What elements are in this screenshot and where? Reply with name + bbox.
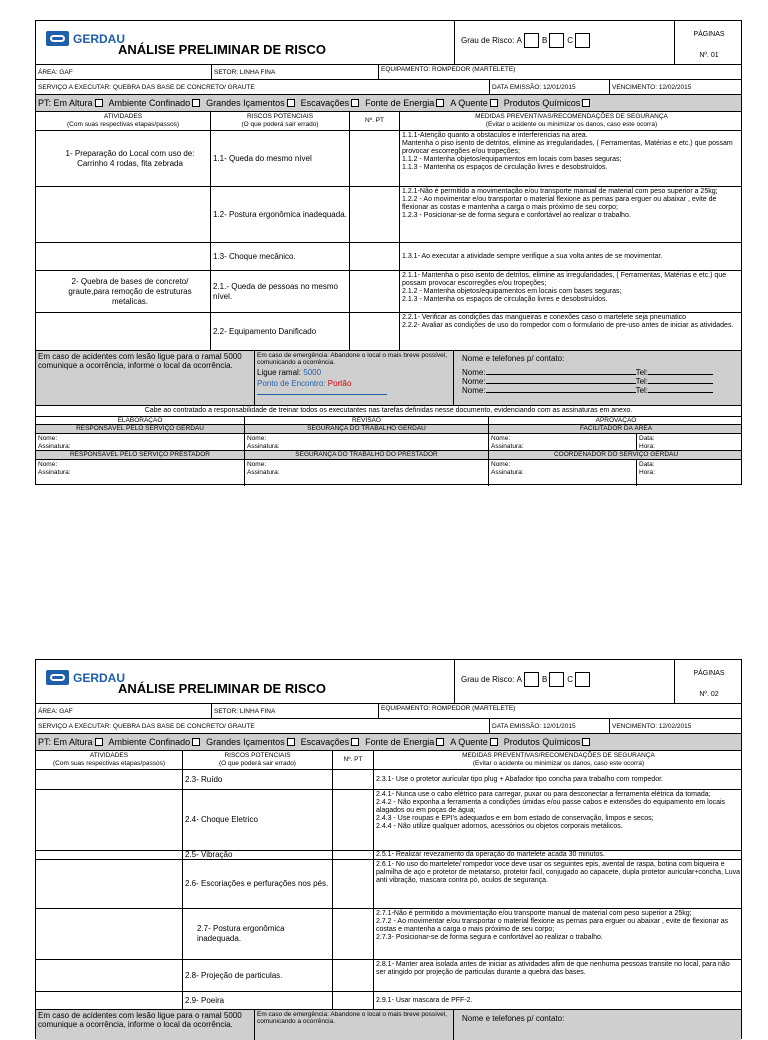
emergency-block: Em caso de acidentes com lesão ligue para o ramal 5000 comunique a ocorrência, informe o local da ocorrência. Em caso de emergência: Abandone o local o mais breve possível, comunicando a ocorrência. Nome e telefones p/ contato: [36, 1010, 741, 1040]
gerdau-logo: GERDAU [46, 670, 125, 685]
pt-altura-checkbox[interactable] [95, 99, 103, 107]
apr-page-2 [35, 659, 742, 1039]
vencimento: VENCIMENTO: 12/02/2015 [612, 722, 692, 730]
page-title: ANÁLISE PRELIMINAR DE RISCO [118, 681, 327, 696]
pt-row: PT: Em Altura Ambiente Confinado Grandes Içamentos Escavações Fonte de Energia A Quente Produtos Químicos [36, 95, 741, 112]
risk-a-checkbox[interactable] [524, 33, 539, 48]
risk-b-checkbox[interactable] [549, 33, 564, 48]
column-headers: ATIVIDADES (Com suas respectivas etapas/passos) RISCOS POTENCIAIS (O que poderá sair errado) Nº. PT MEDIDAS PREVENTIVAS/RECOMENDAÇÕES DE SEGURANÇA (Evitar o acidente ou minimizar os danos, caso este ocorra) [36, 112, 741, 131]
form-header [36, 660, 741, 704]
table-row: 2.2- Equipamento Danificado 2.2.1- Verificar as condições das mangueiras e conexões caso o martelete seja pneumatico 2.2.2- Avaliar as condições de uso do rompedor com o formulario de pre-uso antes de iniciar as atividades. [36, 313, 741, 351]
ponto-encontro: Portão [327, 379, 352, 388]
contato-line: Nome: Tel: [462, 368, 735, 377]
servico-field: SERVIÇO A EXECUTAR: QUEBRA DAS BASE DE CONCRETO/ GRAUTE [36, 719, 490, 733]
setor-field: SETOR: LINHA FINA [212, 704, 379, 718]
pt-quimicos-checkbox[interactable] [582, 738, 590, 746]
page-number: Nº. 01 [699, 52, 719, 59]
pages-label: PÁGINAS [693, 670, 725, 677]
contato-line: Nome: Tel: [462, 386, 735, 395]
table-row: 2.5- Vibração 2.5.1- Realizar revezamento da operação do martelete acada 30 minutos. [36, 851, 741, 860]
acidente-info: Em caso de acidentes com lesão ligue para o ramal 5000 comunique a ocorrência, informe o local da ocorrência. [36, 351, 255, 405]
pages-label: PÁGINAS [693, 31, 725, 38]
data-emissao: DATA EMISSÃO: 12/01/2015 [490, 80, 610, 94]
pt-row: PT: Em Altura Ambiente Confinado Grandes Içamentos Escavações Fonte de Energia A Quente Produtos Químicos [36, 734, 741, 751]
pt-escavacoes-checkbox[interactable] [351, 738, 359, 746]
pt-altura-checkbox[interactable] [95, 738, 103, 746]
area-field: ÁREA: GAF [36, 704, 212, 718]
pt-confinado-checkbox[interactable] [192, 738, 200, 746]
risk-c-checkbox[interactable] [575, 33, 590, 48]
table-row: 2- Quebra de bases de concreto/ graute,para remoção de estruturas metalicas. 2.1.- Queda de pessoas no mesmo nível. 2.1.1- Mantenha o piso isento de detritos, elimine as irregularidades, ( Ferramentas, Matérias e etc.) que possam provocar escorregões e/ou tropeções; 2.1.2 - Mantenha objetos/equipamentos em locais com bases seguras; 2.1.3 - Mantenha os espaços de circulação livres e desobstruídos. [36, 271, 741, 313]
risk-b-checkbox[interactable] [549, 672, 564, 687]
table-row: 1.2- Postura ergonômica inadequada. 1.2.1-Não é permitido a movimentação e/ou transporte manual de material com peso superior a 25kg; 1.2.2 - Ao movimentar e/ou transportar o material flexione as pernas para erguer ou abaixar , evite de flexionar as costas e mantenha a carga o mais próximo de seu corpo; 1.2.3 - Posicionar-se de forma segura e confortável ao realizar o trabalho. [36, 187, 741, 243]
risk-c-checkbox[interactable] [575, 672, 590, 687]
column-headers: ATIVIDADES (Com suas respectivas etapas/passos) RISCOS POTENCIAIS (O que poderá sair errado) Nº. PT MEDIDAS PREVENTIVAS/RECOMENDAÇÕES DE SEGURANÇA (Evitar o acidente ou minimizar os danos, caso este ocorra) [36, 751, 741, 770]
table-row: 2.9- Poeira 2.9.1- Usar mascara de PFF-2. [36, 992, 741, 1010]
vencimento: VENCIMENTO: 12/02/2015 [612, 83, 692, 91]
pt-quente-checkbox[interactable] [490, 99, 498, 107]
signature-row: Nome: Assinatura: Nome: Assinatura: Nome: Assinatura: Data: Hora: [36, 434, 741, 451]
table-row: 1.3- Choque mecânico. 1.3.1- Ao executar a atividade sempre verifique a sua volta antes de se movimentar. [36, 243, 741, 271]
ramal-number: 5000 [303, 368, 322, 377]
equipamento-field: EQUIPAMENTO: ROMPEDOR (MARTELETE) [381, 66, 516, 73]
gerdau-logo-icon [46, 31, 69, 46]
risk-grade: Grau de Risco: A B C [461, 672, 593, 687]
responsabilidade-note: Cabe ao contratado a responsabilidade de treinar todos os executantes nas tarefas definidas nesse documento, evidenciando com as assinaturas em anexo. [36, 406, 741, 417]
pt-icamentos-checkbox[interactable] [287, 738, 295, 746]
risk-grade: Grau de Risco: A B C [461, 33, 593, 48]
gerdau-logo-icon [46, 670, 69, 685]
table-row: 2.3- Ruído 2.3.1- Use o protetor auricular tipo plug + Abafador tipo concha para trabalho com rompedor. [36, 770, 741, 790]
data-emissao: DATA EMISSÃO: 12/01/2015 [490, 719, 610, 733]
risk-a-checkbox[interactable] [524, 672, 539, 687]
table-row: 1- Preparação do Local com uso de: Carrinho 4 rodas, fita zebrada 1.1- Queda do mesmo nível 1.1.1-Atenção quanto a obstaculos e interferencias na area. Mantenha o piso isento de detritos, elimine as irregularidades, ( Ferramentas, Matérias e etc.) que possam provocar escorregões e/ou tropeções; 1.1.2 - Mantenha objetos/equipamentos em locais com bases seguras; 1.1.3 - Mantenha os espaços de circulação livres e desobstruídos. [36, 131, 741, 187]
equipamento-field: EQUIPAMENTO: ROMPEDOR (MARTELETE) [381, 705, 516, 712]
emergency-block: Em caso de acidentes com lesão ligue para o ramal 5000 comunique a ocorrência, informe o local da ocorrência. Em caso de emergência: Abandone o local o mais breve possível, comunicando a ocorrência. Ligue ramal: 5000 Ponto de Encontro: Portão Nome e telefones p/ contato: Nome: Tel: Nome: Tel: Nome: Tel: [36, 351, 741, 406]
page-title: ANÁLISE PRELIMINAR DE RISCO [118, 42, 327, 57]
apr-page-1: GERDAU ANÁLISE PRELIMINAR DE RISCO Grau de Risco: A B C PÁGINAS Nº. 01 ÁREA: GAF SETOR: LINHA FINA EQUIPAMENTO: ROMPEDOR (MARTELETE) SERVIÇO A EXECUTAR: QUEBRA DAS BASE DE CONCRETO/ GRAUTE DATA EMISSÃO: 12/01/2015 VENCIMENTO: 12/02/2015 PT: Em Altura Ambiente Confinado Grandes Içamentos Escavações Fonte de Energia A Quente Produtos Químicos ATIVIDADES (Com suas respectivas etapas/passos) RISCOS POTENCIAIS (O que poderá sair errado) Nº. PT MEDIDAS PREVENTIVAS/RECOMENDAÇÕES DE SEGURANÇA (Evitar o acidente ou minimizar os danos, caso este ocorra) 1- Preparação do Local com uso de: Carrinho 4 rodas, fita zebrada 1.1- Queda do mesmo nível 1.1.1-Atenção quanto a obstaculos e interferencias na area. Mantenha o piso isento de detritos, elimine as irregularidades, ( Ferramentas, Matérias e etc.) que possam provocar escorregões e/ou tropeções; 1.1.2 - Mantenha objetos/equipamentos em locais com bases seguras; 1.1.3 - Mantenha os espaços de circulação livres e desobstruídos. 1.2- Postura ergonômica inadequada. 1.2.1-Não é permitido a movimentação e/ou transporte manual de material com peso superior a 25kg; 1.2.2 - Ao movimentar e/ou transportar o material flexione as pernas para erguer ou abaixar , evite de flexionar as costas e mantenha a carga o mais próximo de seu corpo; 1.2.3 - Posicionar-se de forma segura e confortável ao realizar o trabalho. 1.3- Choque mecânico. 1.3.1- Ao executar a atividade sempre verifique a sua volta antes de se movimentar. 2- Quebra de bases de concreto/ graute,para remoção de estruturas metalicas. 2.1.- Queda de pessoas no mesmo nível. 2.1.1- Mantenha o piso isento de detritos, elimine as irregularidades, ( Ferramentas, Matérias e etc.) que possam provocar escorregões e/ou tropeções; 2.1.2 - Mantenha objetos/equipamentos em locais com bases seguras; 2.1.3 - Mantenha os espaços de circulação livres e desobstruídos. 2.2- Equipamento Danificado 2.2.1- Verificar as condições das mangueiras e conexões caso o martelete seja pneumatico 2.2.2- Avaliar as condições de uso do rompedor com o formulario de pre-uso antes de iniciar as atividades. Em caso de acidentes com lesão ligue para o ramal 5000 comunique a ocorrência, informe o local da ocorrência. Em caso de emergência: Abandone o local o mais breve possível, comunicando a ocorrência. Ligue ramal: 5000 Ponto de Encontro: Portão Nome e telefones p/ contato: Nome: Tel: Nome: Tel: Nome: Tel: Cabe ao contratado a responsabilidade de treinar todos os executantes nas tarefas definidas nesse documento, evidenciando com as assinaturas em anexo. ELABORAÇÃO REVISÃO APROVAÇÃO RESPONSÁVEL PELO SERVIÇO GERDAU SEGURANÇA DO TRABALHO GERDAU FACILITADOR DA ÁREA Nome: Assinatura: Nome: Assinatura: Nome: Assinatura: Data: Hora: RESPONSÁVEL PELO SERVIÇO PRESTADOR SEGURANÇA DO TRABALHO DO PRESTADOR COORDENADOR DO SERVIÇO GERDAU Nome: Assinatura: Nome: Assinatura: Nome: Assinatura: Data: Hora: [35, 20, 742, 485]
servico-field: SERVIÇO A EXECUTAR: QUEBRA DAS BASE DE CONCRETO/ GRAUTE [36, 80, 490, 94]
pt-energia-checkbox[interactable] [436, 738, 444, 746]
table-row: 2.8- Projeção de particulas. 2.8.1- Manter area isolada antes de iniciar as atividades afim de que nenhuma pessoas transite no local, para não ser atingido por projeção de particulas durante a quebra das bases. [36, 960, 741, 992]
setor-field: SETOR: LINHA FINA [212, 65, 379, 79]
pt-quimicos-checkbox[interactable] [582, 99, 590, 107]
pt-confinado-checkbox[interactable] [192, 99, 200, 107]
pt-quente-checkbox[interactable] [490, 738, 498, 746]
pt-escavacoes-checkbox[interactable] [351, 99, 359, 107]
area-field: ÁREA: GAF [36, 65, 212, 79]
table-row: 2.7- Postura ergonômica inadequada. 2.7.1-Não é permitido a movimentação e/ou transporte manual de material com peso superior a 25kg; 2.7.2 - Ao movimentar e/ou transportar o material flexione as pernas para erguer ou abaixar , evite de flexionar as costas e mantenha a carga o mais próximo de seu corpo; 2.7.3- Posicionar-se de forma segura e confortável ao realizar o trabalho. [36, 909, 741, 960]
pt-icamentos-checkbox[interactable] [287, 99, 295, 107]
gerdau-logo: GERDAU [46, 31, 125, 46]
page-number: Nº. 02 [699, 691, 719, 698]
table-row: 2.4- Choque Eletrico 2.4.1- Nunca use o cabo elétrico para carregar, puxar ou para desconectar a ferramenta elétrica da tomada; 2.4.2 - Não exponha a ferramenta a condições úmidas e/ou passe cabos e extensões do equipamento em locais alagados ou em poças de água; 2.4.3 - Use roupas e EPI's adequados e em bom estado de conservação, limpos e secos; 2.4.4 - Não utilize qualquer adornos, acessórios ou objetos corporais metálicos. [36, 790, 741, 851]
pt-energia-checkbox[interactable] [436, 99, 444, 107]
form-header [36, 21, 741, 65]
table-row: 2.6- Escoriações e perfurações nos pés. 2.6.1- No uso do martelete/ rompedor voce deve usar os seguintes epis, avental de raspa, botina com biqueira e palmilha de aço e protetor de metatarso, protetor facil, conjugado ao capacete, dupla protetor auricular+concha, Luva anti vibração, mascara contra pó, oculos de segurança. [36, 860, 741, 909]
signature-row: Nome: Assinatura: Nome: Assinatura: Nome: Assinatura: Data: Hora: [36, 460, 741, 486]
contato-line: Nome: Tel: [462, 377, 735, 386]
